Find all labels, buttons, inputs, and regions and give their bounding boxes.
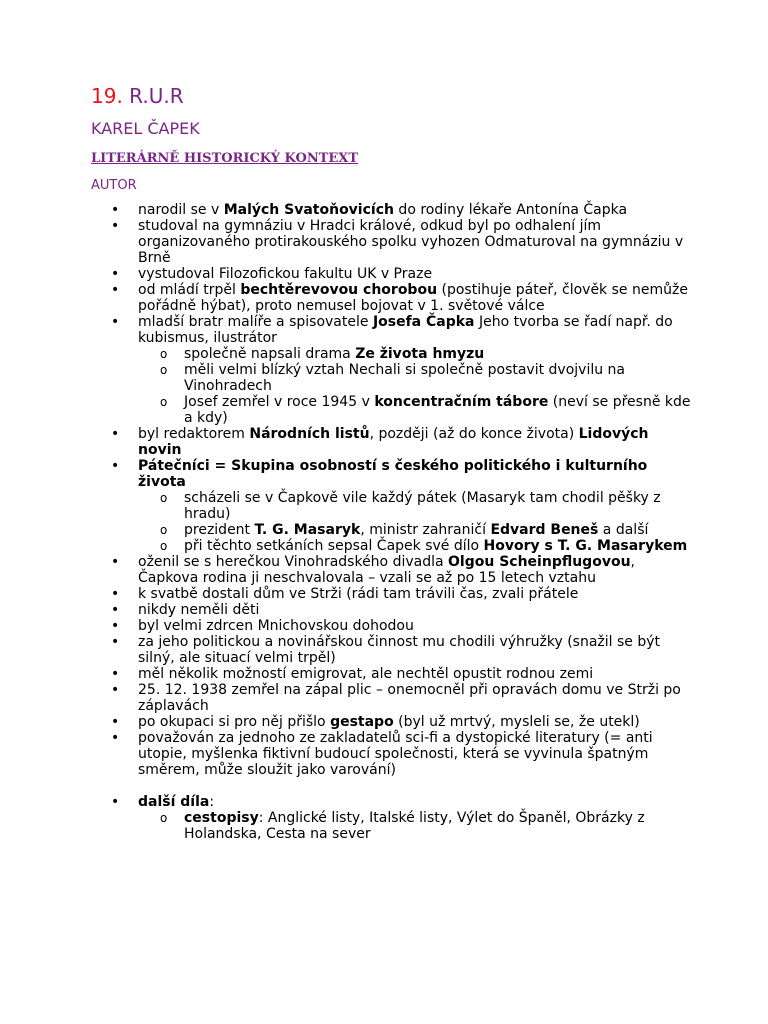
sub-list-item: o společně napsali drama Ze života hmyzu: [91, 346, 691, 362]
list-item: • 25. 12. 1938 zemřel na zápal plic – onemocněl při opravách domu ve Strži po záplavách: [91, 682, 691, 714]
section-heading: LITERÁRNĚ HISTORICKÝ KONTEXT: [91, 151, 359, 166]
list-item: • považován za jednoho ze zakladatelů sci-fi a dystopické literatury (= anti utopie, myšlenka fiktivní budoucí společnosti, která se vyvinula špatným směrem, může sloužit jako varování): [91, 730, 691, 778]
bullet-list: [91, 554, 691, 810]
bullet-list: [91, 426, 691, 490]
list-item: • vystudoval Filozofickou fakultu UK v Praze: [91, 266, 691, 282]
title-number: 19.: [91, 84, 123, 108]
list-item: • po okupaci si pro něj přišlo gestapo (byl už mrtvý, mysleli se, že utekl): [91, 714, 691, 730]
sub-list-item: o při těchto setkáních sepsal Čapek své dílo Hovory s T. G. Masarykem: [91, 538, 691, 554]
page-title: [91, 84, 184, 108]
list-item: • od mládí trpěl bechtěrevovou chorobou (postihuje páteř, člověk se nemůže pořádně hýbat), proto nemusel bojovat v 1. světové válce: [91, 282, 691, 314]
list-item: • mladší bratr malíře a spisovatele Josefa Čapka Jeho tvorba se řadí např. do kubismus, ilustrátor: [91, 314, 691, 346]
sub-list: [91, 810, 691, 842]
list-item: • Pátečníci = Skupina osobností s českého politického i kulturního života: [91, 458, 691, 490]
sub-list-item: o měli velmi blízký vztah Nechali si společně postavit dvojvilu na Vinohradech: [91, 362, 691, 394]
subsection-heading: AUTOR: [91, 178, 137, 193]
list-item: • oženil se s herečkou Vinohradského divadla Olgou Scheinpflugovou, Čapkova rodina ji neschvalovala – vzali se až po 15 letech vztahu: [91, 554, 691, 586]
author-heading: KAREL ČAPEK: [91, 119, 200, 138]
list-item: • za jeho politickou a novinářskou činnost mu chodili výhružky (snažil se být silný, ale situací velmi trpěl): [91, 634, 691, 666]
sub-list-item: o scházeli se v Čapkově vile každý pátek (Masaryk tam chodil pěšky z hradu): [91, 490, 691, 522]
sub-list: [91, 490, 691, 554]
list-item: • měl několik možností emigrovat, ale nechtěl opustit rodnou zemi: [91, 666, 691, 682]
list-item: • nikdy neměli děti: [91, 602, 691, 618]
list-item: • další díla:: [91, 794, 691, 810]
sub-list-item: o cestopisy: Anglické listy, Italské listy, Výlet do Španěl, Obrázky z Holandska, Cesta na sever: [91, 810, 691, 842]
bullet-list: [91, 202, 691, 346]
list-item: • studoval na gymnáziu v Hradci králové, odkud byl po odhalení jím organizovaného protirakouského spolku vyhozen Odmaturoval na gymnáziu v Brně: [91, 218, 691, 266]
list-item: • narodil se v Malých Svatoňovicích do rodiny lékaře Antonína Čapka: [91, 202, 691, 218]
sub-list: [91, 346, 691, 426]
sub-list-item: o Josef zemřel v roce 1945 v koncentračním tábore (neví se přesně kde a kdy): [91, 394, 691, 426]
list-item: • byl redaktorem Národních listů, později (až do konce života) Lidových novin: [91, 426, 691, 458]
sub-list-item: o prezident T. G. Masaryk, ministr zahraničí Edvard Beneš a další: [91, 522, 691, 538]
bullet-content: [91, 202, 691, 842]
title-name: R.U.R: [122, 84, 184, 108]
list-item: • k svatbě dostali dům ve Strži (rádi tam trávili čas, zvali přátele: [91, 586, 691, 602]
list-item: • byl velmi zdrcen Mnichovskou dohodou: [91, 618, 691, 634]
